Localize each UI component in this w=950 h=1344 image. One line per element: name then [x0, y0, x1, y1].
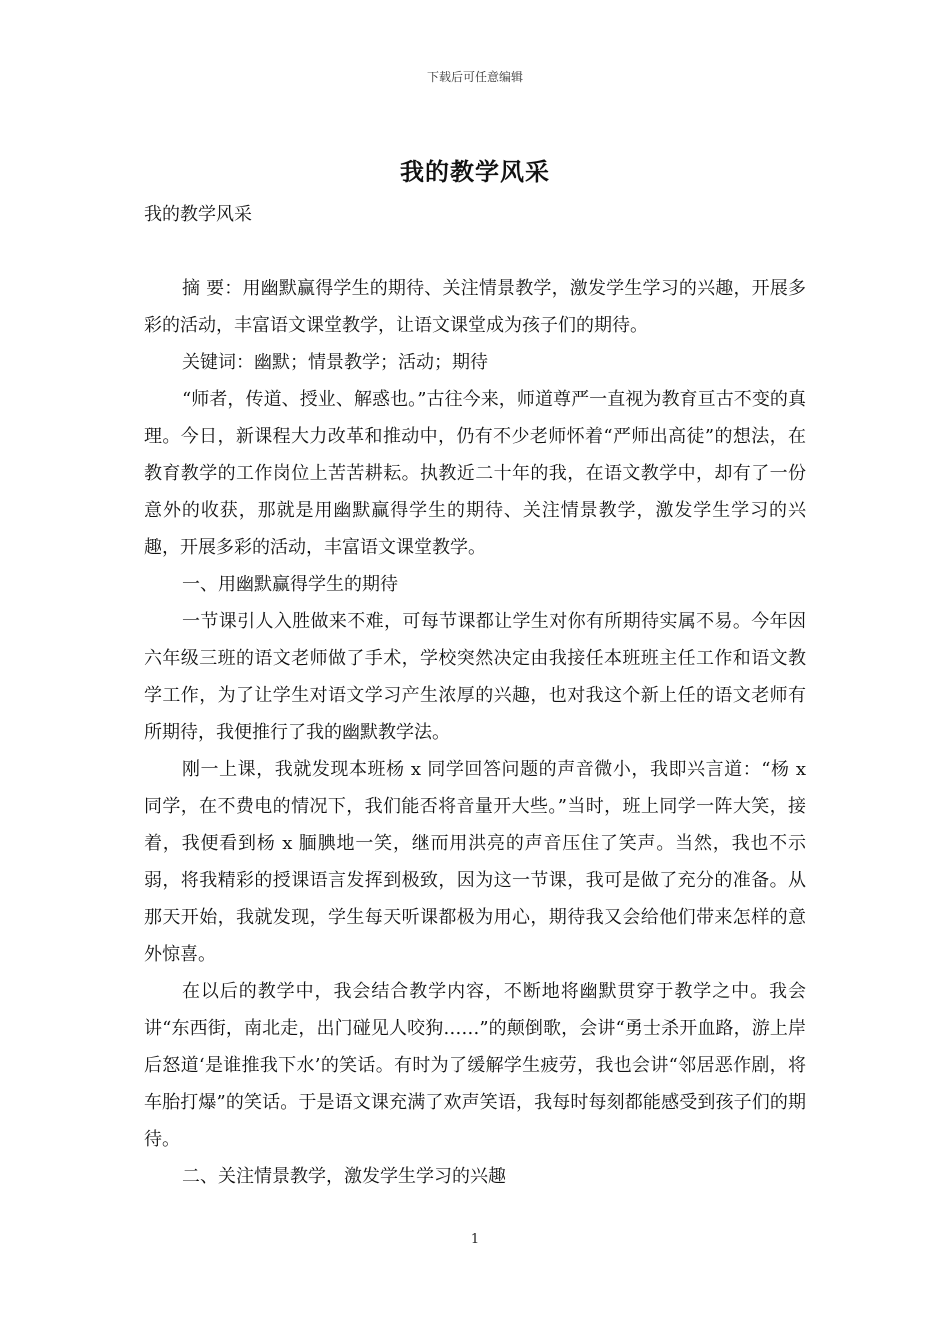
body-paragraph: 刚一上课，我就发现本班杨 x 同学回答问题的声音微小，我即兴言道：“杨 x 同学，在不费电的情况下，我们能否将音量开大些。”当时，班上同学一阵大笑，接着，我便看到杨 x 腼腆地一笑，继而用洪亮的声音压住了笑声。当然，我也不示弱，将我精彩的授课语言发挥到极致，因为这一节课，我可是做了充分的准备。从那天开始，我就发现，学生每天听课都极为用心，期待我又会给他们带来怎样的意外惊喜。: [144, 759, 806, 965]
page-number: 1: [470, 1232, 480, 1247]
abstract-paragraph: 摘 要：用幽默赢得学生的期待、关注情景教学，激发学生学习的兴趣，开展多彩的活动，丰富语文课堂教学，让语文课堂成为孩子们的期待。: [144, 278, 806, 336]
subtitle: 我的教学风采: [144, 204, 252, 225]
section-heading: 一、用幽默赢得学生的期待: [182, 574, 398, 595]
body-paragraph: “师者，传道、授业、解惑也。”古往今来，师道尊严一直视为教育亘古不变的真理。今日，新课程大力改革和推动中，仍有不少老师怀着“严师出高徒”的想法，在教育教学的工作岗位上苦苦耕耘。执教近二十年的我，在语文教学中，却有了一份意外的收获，那就是用幽默赢得学生的期待、关注情景教学，激发学生学习的兴趣，开展多彩的活动，丰富语文课堂教学。: [144, 389, 806, 558]
body-paragraph: 在以后的教学中，我会结合教学内容，不断地将幽默贯穿于教学之中。我会讲“东西街，南北走，出门碰见人咬狗……”的颠倒歌，会讲“勇士杀开血路，游上岸后怒道‘是谁推我下水’的笑话。有时为了缓解学生疲劳，我也会讲“邻居恶作剧，将车胎打爆”的笑话。于是语文课充满了欢声笑语，我每时每刻都能感受到孩子们的期待。: [144, 981, 806, 1150]
document-title: 我的教学风采: [400, 157, 550, 186]
body-paragraph: 一节课引人入胜做来不难，可每节课都让学生对你有所期待实属不易。今年因六年级三班的语文老师做了手术，学校突然决定由我接任本班班主任工作和语文教学工作，为了让学生对语文学习产生浓厚的兴趣，也对我这个新上任的语文老师有所期待，我便推行了我的幽默教学法。: [144, 611, 806, 743]
section-heading: 二、关注情景教学，激发学生学习的兴趣: [182, 1166, 506, 1187]
document-body: [144, 196, 806, 1195]
keywords-line: 关键词：幽默；情景教学；活动；期待: [182, 352, 488, 373]
header-note: 下载后可任意编辑: [426, 70, 523, 84]
